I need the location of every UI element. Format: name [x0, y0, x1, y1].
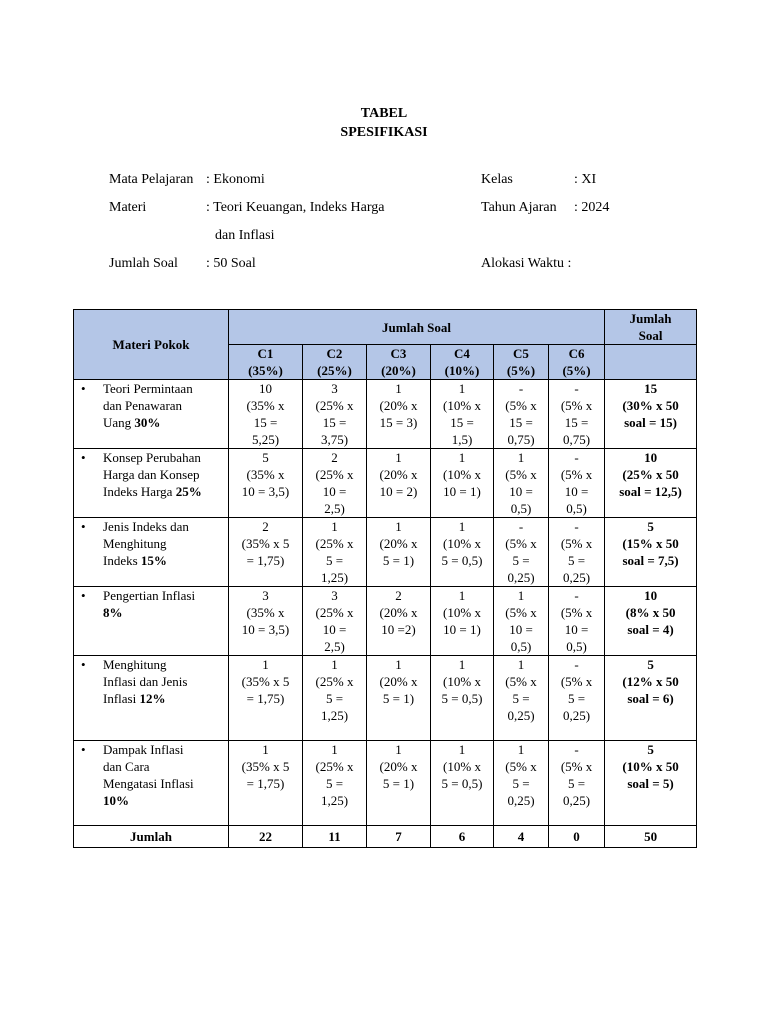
total-line: soal = 12,5): [619, 484, 682, 499]
cell-line: 1,25): [320, 570, 349, 585]
count-cell-c6: [549, 380, 605, 449]
count-cell-c3: [367, 380, 431, 449]
level-header-c2: [303, 345, 367, 380]
meta-materi-value: : Teori Keuangan, Indeks Harga: [206, 200, 385, 215]
level-percent: (10%): [444, 363, 480, 378]
level-percent: (35%): [248, 363, 283, 378]
cell-line: 2: [331, 450, 338, 465]
document-title: [0, 104, 768, 142]
count-cell-c5: [494, 656, 549, 741]
cell-line: (5% x: [505, 398, 537, 413]
cell-line: (35% x: [246, 467, 285, 482]
table-row: [74, 741, 697, 826]
materi-text: Jenis Indeks dan: [103, 519, 189, 534]
count-cell-c6: [549, 656, 605, 741]
count-cell-c1: [229, 741, 303, 826]
cell-line: (35% x: [246, 605, 285, 620]
cell-line: (35% x 5: [241, 674, 290, 689]
cell-line: 1: [458, 657, 466, 672]
header-total-line-2: Soal: [638, 328, 663, 343]
cell-line: = 1,75): [246, 776, 285, 791]
cell-line: (5% x: [505, 536, 537, 551]
total-line: 5: [647, 657, 654, 672]
cell-line: (5% x: [560, 398, 593, 413]
row-total-cell: [605, 656, 697, 741]
count-cell-c6: [549, 449, 605, 518]
cell-line: 2,5): [324, 501, 345, 516]
count-cell-c4: [431, 380, 494, 449]
level-percent: (25%): [317, 363, 352, 378]
cell-line: 1: [331, 742, 338, 757]
cell-line: (35% x 5: [241, 536, 290, 551]
total-line: (8% x 50: [625, 605, 676, 620]
cell-line: (35% x: [246, 398, 285, 413]
count-cell-c3: [367, 587, 431, 656]
cell-line: 5 =: [512, 776, 530, 791]
total-line: 10: [644, 588, 658, 603]
cell-line: 10 = 1): [443, 484, 481, 499]
total-line: 15: [644, 381, 658, 396]
total-line: soal = 6): [627, 691, 674, 706]
meta-kelas-value: : XI: [574, 172, 597, 187]
materi-line: [103, 552, 224, 569]
cell-line: 0,75): [507, 432, 535, 447]
cell-line: -: [574, 742, 579, 757]
cell-line: 0,5): [566, 501, 587, 516]
level-code: C2: [326, 346, 343, 361]
cell-line: 15 =: [253, 415, 278, 430]
count-cell-c5: [494, 741, 549, 826]
materi-weight: 30%: [134, 415, 161, 430]
cell-line: = 1,75): [246, 553, 285, 568]
header-jumlah-soal: Jumlah Soal: [229, 310, 605, 345]
cell-line: (25% x: [315, 674, 354, 689]
materi-cell: [74, 587, 229, 656]
row-total-cell: [605, 587, 697, 656]
materi-text: Uang: [103, 415, 135, 430]
count-cell-c3: [367, 518, 431, 587]
footer-row: [74, 826, 697, 848]
count-cell-c6: [549, 587, 605, 656]
cell-line: 1: [458, 588, 466, 603]
count-cell-c4: [431, 741, 494, 826]
cell-line: (10% x: [443, 759, 481, 774]
total-line: (30% x 50: [622, 398, 679, 413]
count-cell-c2: [303, 587, 367, 656]
cell-line: -: [574, 657, 579, 672]
level-header-c6: [549, 345, 605, 380]
table-row: [74, 380, 697, 449]
meta-materi-label: Materi: [109, 200, 147, 215]
meta-alokasi-label: Alokasi Waktu :: [481, 256, 572, 271]
level-percent: (5%): [506, 363, 536, 378]
materi-cell: [74, 741, 229, 826]
cell-line: (25% x: [315, 398, 354, 413]
cell-line: (5% x: [560, 467, 593, 482]
cell-line: 1,25): [320, 793, 349, 808]
cell-line: 5 =: [325, 691, 344, 706]
footer-value: 7: [367, 826, 431, 848]
total-line: 5: [647, 742, 654, 757]
cell-line: 1: [262, 742, 269, 757]
materi-line: [103, 604, 224, 621]
total-line: soal = 7,5): [622, 553, 679, 568]
cell-line: 3: [331, 588, 338, 603]
cell-line: (25% x: [315, 467, 354, 482]
cell-line: 10 =: [322, 622, 347, 637]
materi-text: Konsep Perubahan: [103, 450, 201, 465]
cell-line: 1,5): [451, 432, 473, 447]
cell-line: 1,25): [320, 708, 349, 723]
level-code: C3: [390, 346, 407, 361]
cell-line: (20% x: [379, 759, 418, 774]
cell-line: 10 =: [322, 484, 347, 499]
materi-text: Menghitung: [103, 657, 167, 672]
materi-text: dan Penawaran: [103, 398, 183, 413]
level-code: C1: [257, 346, 274, 361]
title-line-2: SPESIFIKASI: [340, 125, 428, 140]
count-cell-c6: [549, 741, 605, 826]
total-line: 5: [647, 519, 654, 534]
meta-mapel-value: : Ekonomi: [206, 172, 265, 187]
cell-line: 3: [331, 381, 338, 396]
cell-line: (35% x 5: [241, 759, 290, 774]
cell-line: (20% x: [379, 536, 418, 551]
cell-line: 5 =: [512, 553, 530, 568]
level-code: C5: [513, 346, 529, 361]
header-materi-pokok: Materi Pokok: [74, 310, 229, 380]
header-total: [605, 310, 697, 345]
cell-line: 15 = 3): [379, 415, 418, 430]
materi-text: Pengertian Inflasi: [103, 588, 196, 603]
cell-line: (25% x: [315, 536, 354, 551]
cell-line: 5,25): [251, 432, 280, 447]
cell-line: (5% x: [505, 674, 537, 689]
cell-line: -: [574, 519, 579, 534]
materi-text: Indeks: [103, 553, 141, 568]
materi-cell: [74, 380, 229, 449]
bullet-icon: •: [81, 381, 86, 396]
materi-line: [103, 518, 224, 535]
cell-line: = 1,75): [246, 691, 285, 706]
level-header-c5: [494, 345, 549, 380]
level-header-c3: [367, 345, 431, 380]
footer-value: 11: [303, 826, 367, 848]
cell-line: 15 =: [564, 415, 589, 430]
materi-line: [103, 466, 224, 483]
cell-line: (10% x: [443, 674, 481, 689]
materi-weight: 12%: [139, 691, 166, 706]
meta-jumlah-soal-value: : 50 Soal: [206, 256, 256, 271]
footer-grand-total: 50: [605, 826, 697, 848]
materi-text: Mengatasi Inflasi: [103, 776, 194, 791]
cell-line: 1: [458, 519, 466, 534]
meta-kelas-label: Kelas: [481, 172, 513, 187]
materi-line: [103, 587, 224, 604]
cell-line: 1: [458, 381, 466, 396]
row-total-cell: [605, 449, 697, 518]
cell-line: 5 =: [567, 553, 586, 568]
count-cell-c3: [367, 656, 431, 741]
cell-line: (5% x: [505, 467, 537, 482]
cell-line: 0,25): [562, 793, 591, 808]
cell-line: 5 = 0,5): [441, 691, 483, 706]
count-cell-c1: [229, 380, 303, 449]
cell-line: 10 = 2): [379, 484, 418, 499]
cell-line: 1: [395, 381, 402, 396]
count-cell-c5: [494, 518, 549, 587]
footer-value: 0: [549, 826, 605, 848]
cell-line: 5 = 1): [382, 553, 415, 568]
level-percent: (20%): [381, 363, 416, 378]
cell-line: 10 =: [564, 484, 589, 499]
level-header-c1: [229, 345, 303, 380]
count-cell-c6: [549, 518, 605, 587]
total-line: (25% x 50: [622, 467, 679, 482]
materi-cell: [74, 656, 229, 741]
cell-line: (5% x: [505, 759, 537, 774]
cell-line: 5 =: [567, 691, 586, 706]
header-total-line-1: Jumlah: [629, 311, 672, 326]
meta-tahun-label: Tahun Ajaran: [481, 200, 557, 215]
count-cell-c5: [494, 380, 549, 449]
cell-line: (25% x: [315, 759, 354, 774]
cell-line: -: [574, 450, 579, 465]
meta-jumlah-soal-label: Jumlah Soal: [109, 256, 178, 271]
cell-line: 0,25): [507, 708, 535, 723]
materi-line: [103, 380, 224, 397]
materi-line: [103, 483, 224, 500]
materi-line: [103, 690, 224, 707]
cell-line: (20% x: [379, 467, 418, 482]
table-row: [74, 449, 697, 518]
materi-line: [103, 535, 224, 552]
cell-line: -: [574, 588, 579, 603]
cell-line: 5 =: [325, 553, 344, 568]
count-cell-c2: [303, 380, 367, 449]
cell-line: 3,75): [320, 432, 349, 447]
cell-line: 5 = 0,5): [441, 553, 483, 568]
materi-text: Teori Permintaan: [103, 381, 193, 396]
materi-weight: 10%: [103, 793, 129, 808]
table-row: [74, 656, 697, 741]
total-line: soal = 15): [624, 415, 678, 430]
materi-line: [103, 792, 224, 809]
cell-line: (10% x: [443, 605, 481, 620]
count-cell-c4: [431, 656, 494, 741]
cell-line: (5% x: [560, 674, 593, 689]
materi-cell: [74, 518, 229, 587]
meta-materi-value-cont: dan Inflasi: [215, 228, 275, 243]
materi-line: [103, 741, 224, 758]
cell-line: (20% x: [379, 398, 418, 413]
cell-line: 5: [262, 450, 269, 465]
count-cell-c2: [303, 741, 367, 826]
count-cell-c4: [431, 518, 494, 587]
count-cell-c5: [494, 587, 549, 656]
meta-tahun-value: : 2024: [574, 200, 610, 215]
total-line: soal = 5): [627, 776, 674, 791]
cell-line: (25% x: [315, 605, 354, 620]
materi-weight: 25%: [175, 484, 202, 499]
cell-line: 1: [517, 450, 525, 465]
cell-line: 0,5): [510, 639, 532, 654]
cell-line: (10% x: [443, 398, 481, 413]
cell-line: (20% x: [379, 605, 418, 620]
cell-line: 10 =2): [381, 622, 416, 637]
count-cell-c4: [431, 587, 494, 656]
materi-line: [103, 656, 224, 673]
bullet-icon: •: [81, 519, 86, 534]
cell-line: 1: [331, 519, 338, 534]
materi-text: Inflasi: [103, 691, 140, 706]
cell-line: -: [518, 519, 524, 534]
header-total-blank: [605, 345, 697, 380]
level-code: C6: [568, 346, 585, 361]
cell-line: (5% x: [560, 605, 593, 620]
total-line: 10: [644, 450, 658, 465]
cell-line: 2: [395, 588, 402, 603]
count-cell-c2: [303, 449, 367, 518]
materi-line: [103, 758, 224, 775]
cell-line: 10 =: [509, 622, 533, 637]
cell-line: 5 =: [512, 691, 530, 706]
level-code: C4: [454, 346, 470, 361]
level-header-c4: [431, 345, 494, 380]
cell-line: 0,25): [507, 570, 535, 585]
count-cell-c3: [367, 449, 431, 518]
cell-line: 0,5): [510, 501, 532, 516]
cell-line: -: [574, 381, 579, 396]
materi-weight: 8%: [103, 605, 123, 620]
cell-line: 3: [262, 588, 269, 603]
count-cell-c4: [431, 449, 494, 518]
bullet-icon: •: [81, 742, 86, 757]
materi-text: dan Cara: [103, 759, 150, 774]
table-body: [74, 380, 697, 848]
cell-line: 5 = 1): [382, 776, 415, 791]
table-row: [74, 518, 697, 587]
count-cell-c2: [303, 518, 367, 587]
cell-line: 1: [458, 742, 466, 757]
cell-line: (5% x: [560, 759, 593, 774]
materi-line: [103, 673, 224, 690]
cell-line: 1: [331, 657, 338, 672]
footer-value: 6: [431, 826, 494, 848]
cell-line: 0,25): [507, 793, 535, 808]
count-cell-c1: [229, 587, 303, 656]
table-row: [74, 587, 697, 656]
cell-line: 5 =: [567, 776, 586, 791]
specification-table: [73, 309, 697, 848]
count-cell-c1: [229, 449, 303, 518]
total-line: soal = 4): [627, 622, 674, 637]
count-cell-c3: [367, 741, 431, 826]
footer-value: 22: [229, 826, 303, 848]
row-total-cell: [605, 380, 697, 449]
materi-cell: [74, 449, 229, 518]
materi-text: Menghitung: [103, 536, 167, 551]
cell-line: 2: [262, 519, 269, 534]
bullet-icon: •: [81, 657, 86, 672]
cell-line: 0,25): [562, 570, 591, 585]
materi-text: Harga dan Konsep: [103, 467, 200, 482]
bullet-icon: •: [81, 450, 86, 465]
cell-line: (10% x: [443, 467, 481, 482]
cell-line: 0,5): [566, 639, 587, 654]
cell-line: 1: [517, 657, 525, 672]
cell-line: 1: [395, 742, 402, 757]
cell-line: 10 =: [509, 484, 533, 499]
materi-line: [103, 449, 224, 466]
cell-line: 1: [395, 519, 402, 534]
row-total-cell: [605, 741, 697, 826]
count-cell-c1: [229, 518, 303, 587]
cell-line: (10% x: [443, 536, 481, 551]
cell-line: 5 = 0,5): [441, 776, 483, 791]
materi-line: [103, 414, 224, 431]
footer-label: Jumlah: [74, 826, 229, 848]
cell-line: 1: [517, 742, 525, 757]
total-line: (12% x 50: [622, 674, 679, 689]
cell-line: 1: [395, 657, 402, 672]
total-line: (15% x 50: [622, 536, 679, 551]
materi-text: Dampak Inflasi: [103, 742, 184, 757]
materi-weight: 15%: [140, 553, 167, 568]
cell-line: 1: [517, 588, 525, 603]
materi-line: [103, 397, 224, 414]
materi-text: Indeks Harga: [103, 484, 176, 499]
cell-line: 0,25): [562, 708, 591, 723]
bullet-icon: •: [81, 588, 86, 603]
cell-line: 15 =: [450, 415, 474, 430]
materi-line: [103, 775, 224, 792]
cell-line: (20% x: [379, 674, 418, 689]
cell-line: 10 =: [564, 622, 589, 637]
cell-line: 10 = 1): [443, 622, 481, 637]
cell-line: 10 = 3,5): [241, 484, 290, 499]
cell-line: (5% x: [560, 536, 593, 551]
title-line-1: TABEL: [360, 106, 408, 121]
cell-line: 0,75): [562, 432, 591, 447]
cell-line: 10 = 3,5): [241, 622, 290, 637]
cell-line: -: [518, 381, 524, 396]
cell-line: 15 =: [509, 415, 533, 430]
cell-line: 5 =: [325, 776, 344, 791]
level-percent: (5%): [562, 363, 591, 378]
meta-mapel-label: Mata Pelajaran: [109, 172, 194, 187]
cell-line: 1: [458, 450, 466, 465]
row-total-cell: [605, 518, 697, 587]
cell-line: 2,5): [324, 639, 345, 654]
cell-line: 1: [262, 657, 269, 672]
cell-line: 15 =: [322, 415, 347, 430]
cell-line: 10: [259, 381, 272, 396]
count-cell-c2: [303, 656, 367, 741]
cell-line: (5% x: [505, 605, 537, 620]
cell-line: 5 = 1): [382, 691, 415, 706]
count-cell-c1: [229, 656, 303, 741]
count-cell-c5: [494, 449, 549, 518]
materi-text: Inflasi dan Jenis: [103, 674, 188, 689]
cell-line: 1: [395, 450, 402, 465]
footer-value: 4: [494, 826, 549, 848]
total-line: (10% x 50: [622, 759, 679, 774]
